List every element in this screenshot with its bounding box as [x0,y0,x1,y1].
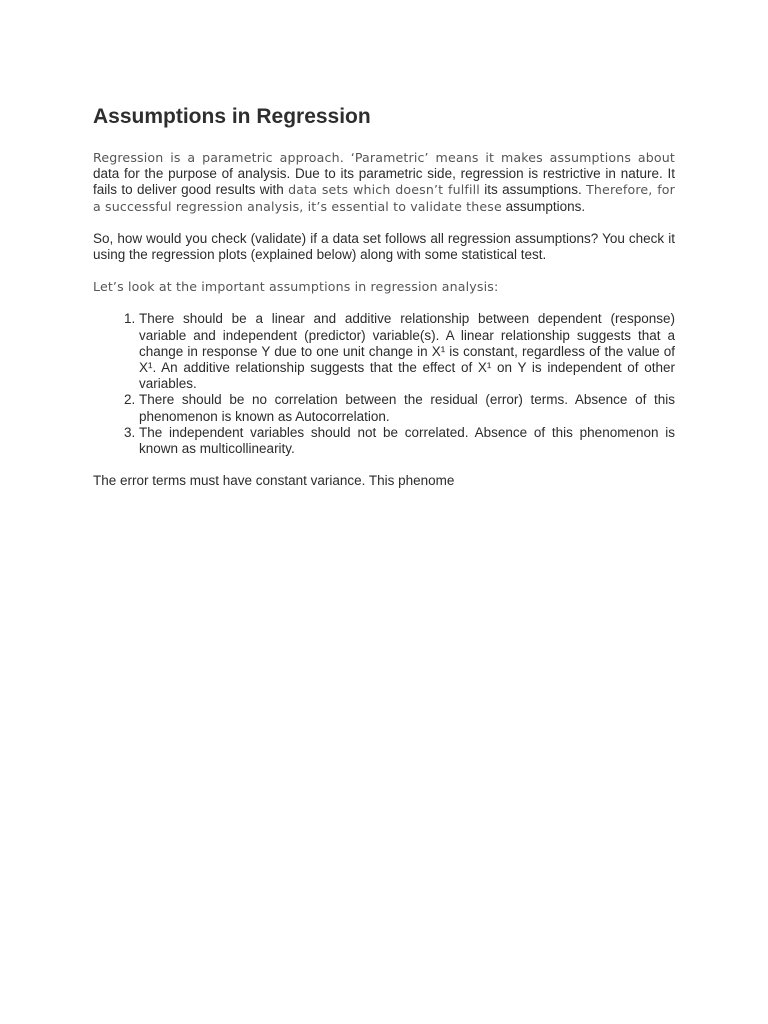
intro-sentence-5: Therefore, for a successful regression analysis, it’s essential to validate these [93,182,675,214]
intro-sentence-6: assumptions. [501,198,586,214]
intro-sentence-1: Regression is a parametric approach. ‘Parametric’ means it makes assumptions about [93,150,675,165]
document-page [93,101,675,505]
list-item: 3. The independent variables should not be correlated. Absence of this phenomenon is known as multicollinearity. [139,425,675,457]
list-item: 1. There should be a linear and additive relationship between dependent (response) variable and independent (predictor) variable(s). A linear relationship suggests that a change in response Y due to one unit change in X¹ is constant, regardless of the value of X¹. An additive relationship suggests that the effect of X¹ on Y is independent of other variables. [139,311,675,392]
intro-sentence-2: data for the purpose of analysis. Due to its parametric side, regression is restrictive in nature. It fails to deliver good results with [93,166,675,198]
check-paragraph: So, how would you check (validate) if a data set follows all regression assumptions? You check it using the regression plots (explained below) along with some statistical test. [93,230,675,263]
intro-paragraph [93,150,675,215]
list-item: 2. There should be no correlation between the residual (error) terms. Absence of this phenomenon is known as Autocorrelation. [139,392,675,424]
intro-sentence-3: data sets which doesn’t fulfill [288,182,480,198]
lead-in-paragraph: Let’s look at the important assumptions in regression analysis: [93,279,499,295]
assumptions-list [93,311,675,457]
trailing-paragraph: The error terms must have constant variance. This phenome [93,473,455,489]
document-title: Assumptions in Regression [93,105,371,128]
intro-sentence-4: its assumptions. [479,182,587,198]
